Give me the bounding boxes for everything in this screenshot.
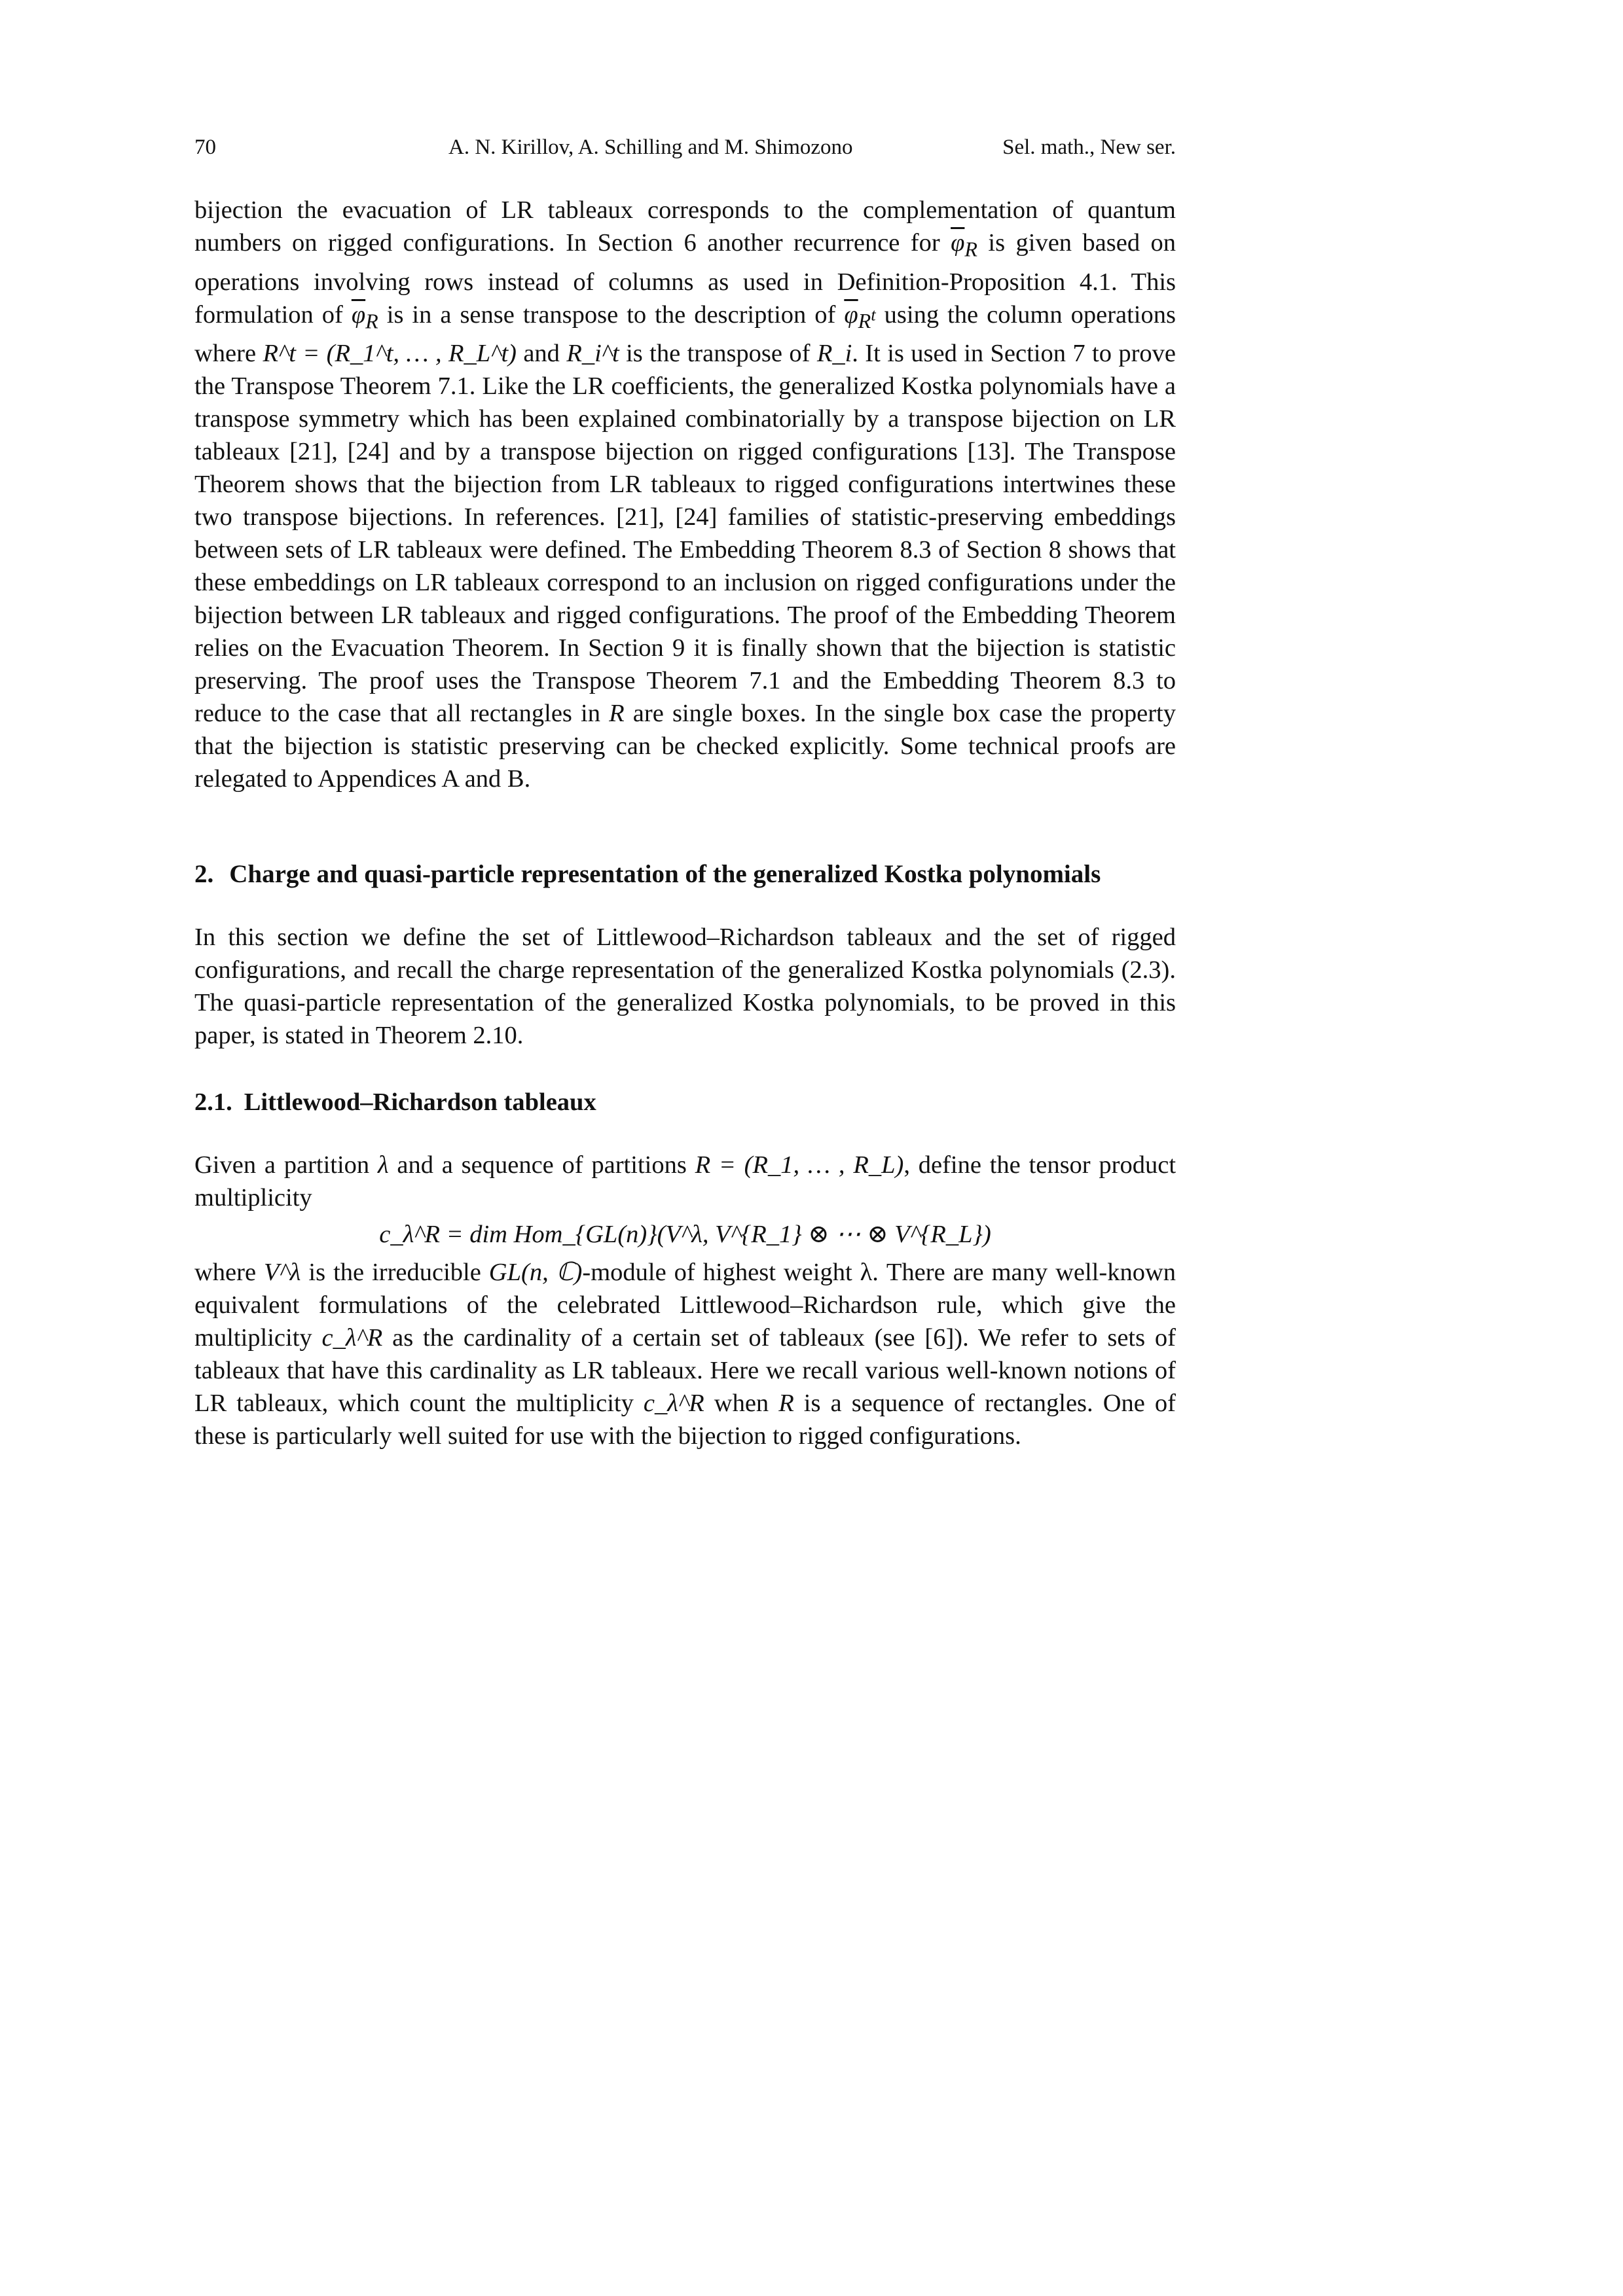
subsection-title: Littlewood–Richardson tableaux (244, 1088, 596, 1117)
tensor-product-equation: c_λ^R = dim Hom_{GL(n)}(V^λ, V^{R_1} ⊗ ⋯ ⊗ V^{R_L}) (379, 1221, 991, 1249)
subsection-paragraph-1: Given a partition λ and a sequence of partitions R = (R_1, … , R_L), define the tensor product multiplicity (194, 1151, 1176, 1212)
section-2-heading (194, 858, 1176, 891)
subsection-2-1-heading (194, 1086, 1176, 1119)
page-number: 70 (194, 135, 216, 159)
running-head-journal: Sel. math., New ser. (1002, 135, 1176, 159)
section-title: Charge and quasi-particle representation of the generalized Kostka polynomials (229, 860, 1101, 889)
body-text (194, 194, 1176, 1452)
subsection-number: 2.1. (194, 1088, 232, 1117)
section-2-paragraph: In this section we define the set of Littlewood–Richardson tableaux and the set of rigged configurations, and recall the charge representation of the generalized Kostka polynomials (2.3). The quasi-particle representation of the generalized Kostka polynomials, to be proved in this paper, is stated in Theorem 2.10. (194, 924, 1176, 1050)
intro-paragraph: bijection the evacuation of LR tableaux corresponds to the complementation of quantum numbers on rigged configurations. In Section 6 another recurrence for $\overline{\varphi}_R$ is given based on operations involving rows instead of columns as used in Definition-Proposition 4.1. This formulation of $\overline{\varphi}_R$ is in a sense transpose to the description of $\overline{\varphi}_{R^t}$ using the column operations where R^t = (R_1^t, … , R_L^t) and R_i^t is the transpose of R_i. It is used in Section 7 to prove the Transpose Theorem 7.1. Like the LR coefficients, the generalized Kostka polynomials have a transpose symmetry which has been explained combinatorially by a transpose bijection on LR tableaux [21], [24] and by a transpose bijection on rigged configurations [13]. The Transpose Theorem shows that the bijection from LR tableaux to rigged configurations intertwines these two transpose bijections. In references. [21], [24] families of statistic-preserving embeddings between sets of LR tableaux were defined. The Embedding Theorem 8.3 of Section 8 shows that these embeddings on LR tableaux correspond to an inclusion on rigged configurations under the bijection between LR tableaux and rigged configurations. The proof of the Embedding Theorem relies on the Evacuation Theorem. In Section 9 it is finally shown that the bijection is statistic preserving. The proof uses the Transpose Theorem 7.1 and the Embedding Theorem 8.3 to reduce to the case that all rectangles in R are single boxes. In the single box case the property that the bijection is statistic preserving can be checked explicitly. Some technical proofs are relegated to Appendices A and B. (194, 196, 1176, 793)
section-number: 2. (194, 860, 214, 889)
subsection-paragraph-2: where V^λ is the irreducible GL(n, ℂ)-module of highest weight λ. There are many well-known equivalent formulations of the celebrated Littlewood–Richardson rule, which give the multiplicity c_λ^R as the cardinality of a certain set of tableaux (see [6]). We refer to sets of tableaux that have this cardinality as LR tableaux. Here we recall various well-known notions of LR tableaux, which count the multiplicity c_λ^R when R is a sequence of rectangles. One of these is particularly well suited for use with the bijection to rigged configurations. (194, 1259, 1176, 1450)
running-head-authors: A. N. Kirillov, A. Schilling and M. Shimozono (448, 135, 853, 159)
